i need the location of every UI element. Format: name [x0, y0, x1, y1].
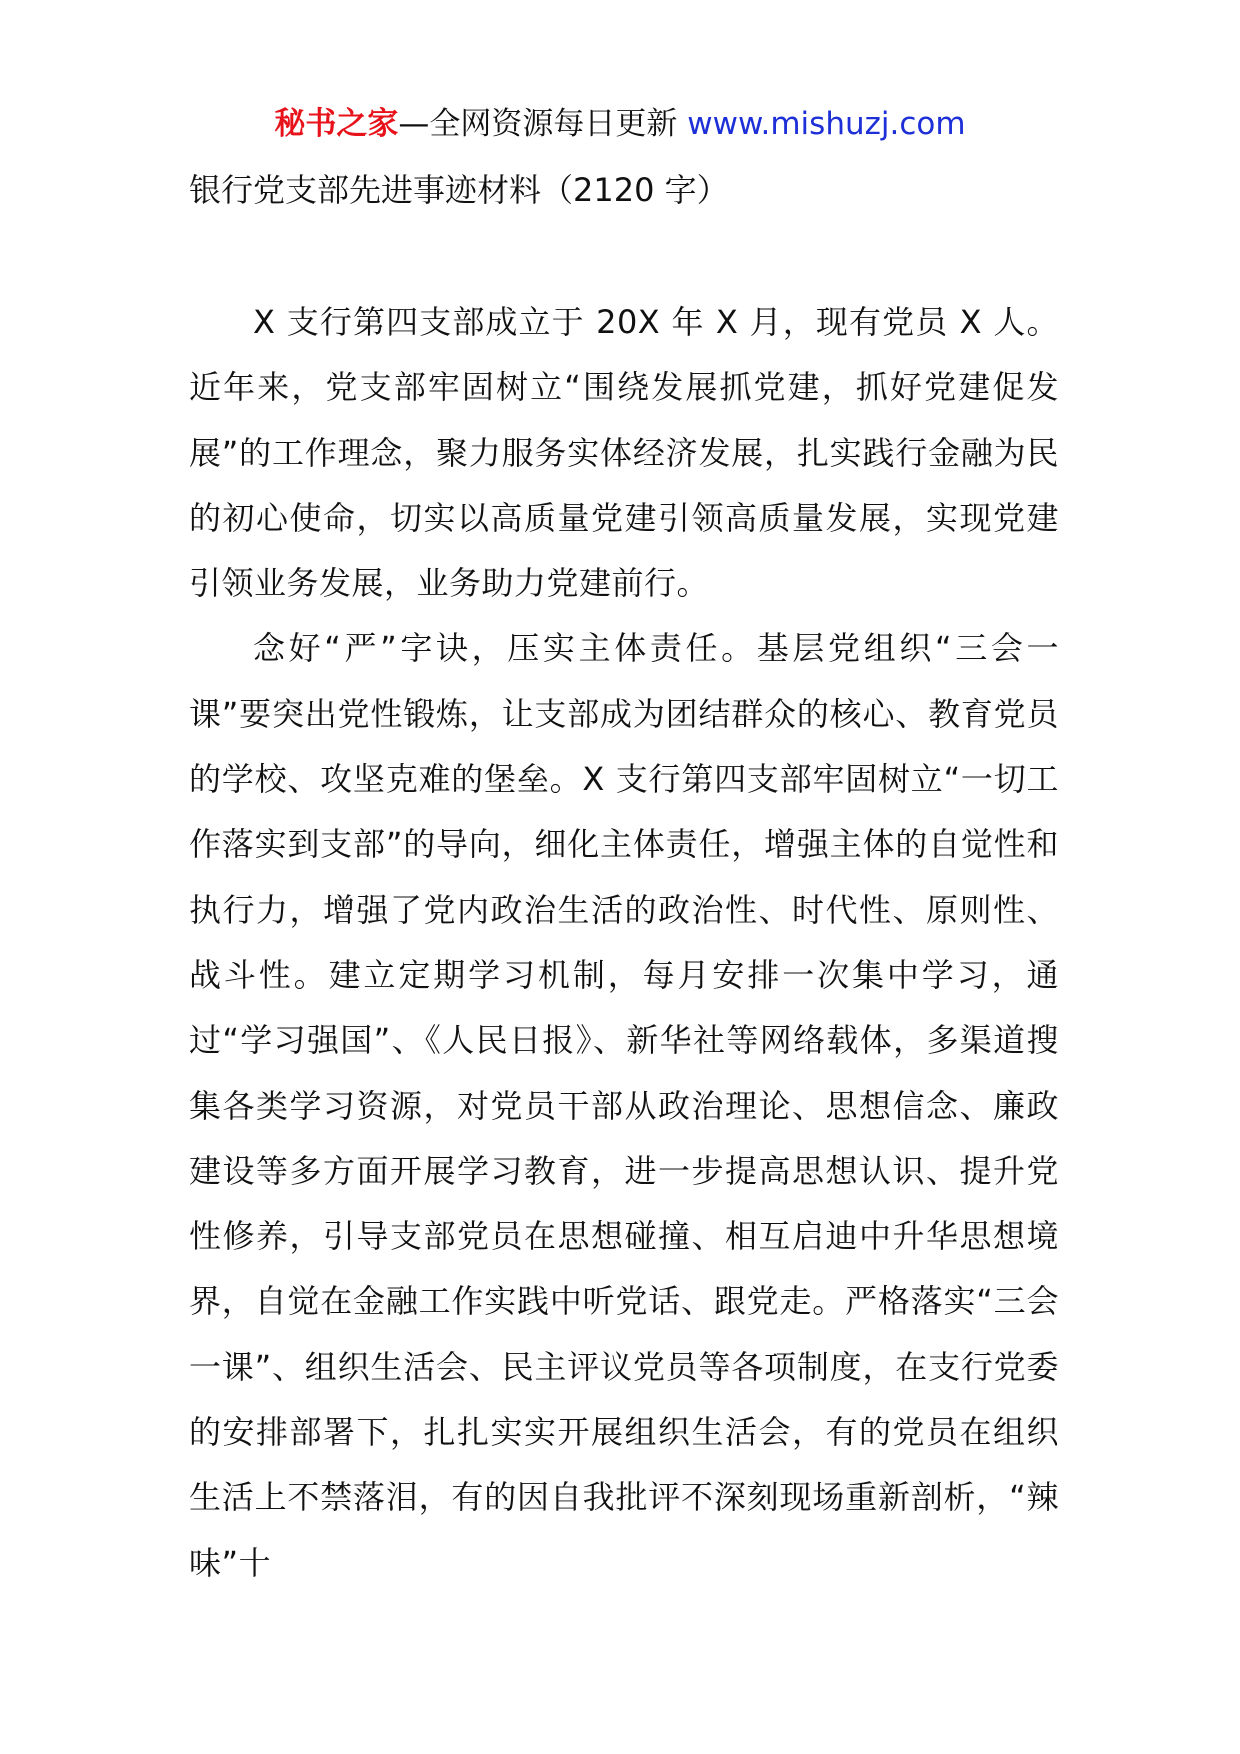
document-title: 银行党支部先进事迹材料（2120 字） [189, 171, 729, 209]
paragraph-intro: X 支行第四支部成立于 20X 年 X 月，现有党员 X 人。近年来，党支部牢固树立“围绕发展抓党建，抓好党建促发展”的工作理念，聚力服务实体经济发展，扎实践行金融为民的初心使命，切实以高质量党建引领高质量发展，实现党建引领业务发展，业务助力党建前行。 [189, 303, 1059, 603]
document-body [189, 290, 1059, 1596]
paragraph-responsibility: 念好“严”字诀，压实主体责任。基层党组织“三会一课”要突出党性锻炼，让支部成为团结群众的核心、教育党员的学校、攻坚克难的堡垒。X 支行第四支部牢固树立“一切工作落实到支部”的导向，细化主体责任，增强主体的自觉性和执行力，增强了党内政治生活的政治性、时代性、原则性、战斗性。建立定期学习机制，每月安排一次集中学习，通过“学习强国”、《人民日报》、新华社等网络载体，多渠道搜集各类学习资源，对党员干部从政治理论、思想信念、廉政建设等多方面开展学习教育，进一步提高思想认识、提升党性修养，引导支部党员在思想碰撞、相互启迪中升华思想境界，自觉在金融工作实践中听党话、跟党走。严格落实“三会一课”、组织生活会、民主评议党员等各项制度，在支行党委的安排部署下，扎扎实实开展组织生活会，有的党员在组织生活上不禁落泪，有的因自我批评不深刻现场重新剖析，“辣味”十 [189, 629, 1059, 1582]
site-url-link[interactable]: www.mishuzj.com [687, 106, 966, 142]
site-slogan: —全网资源每日更新 [398, 106, 678, 142]
site-brand: 秘书之家 [274, 106, 399, 142]
site-header [0, 102, 1240, 146]
